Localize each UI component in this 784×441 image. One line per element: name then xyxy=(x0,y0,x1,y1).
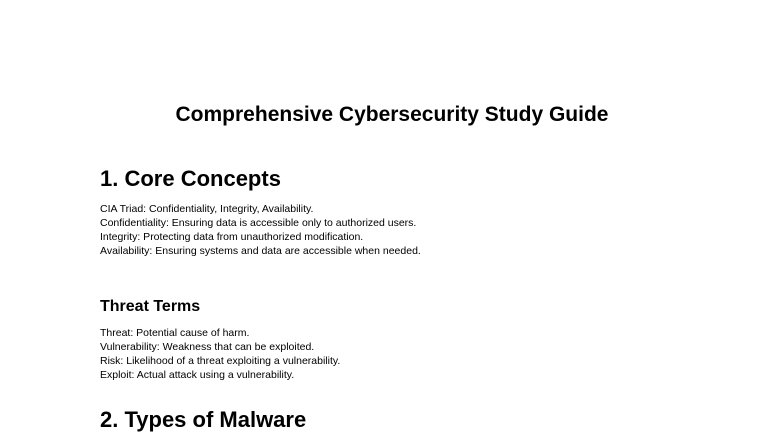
threat-terms-line: Exploit: Actual attack using a vulnerability. xyxy=(100,369,295,381)
threat-terms-line: Risk: Likelihood of a threat exploiting a vulnerability. xyxy=(100,355,341,367)
core-concepts-lines xyxy=(100,202,421,258)
document-title: Comprehensive Cybersecurity Study Guide xyxy=(175,103,609,126)
section-heading-types-of-malware: 2. Types of Malware xyxy=(100,407,307,432)
core-concepts-line: Confidentiality: Ensuring data is accessible only to authorized users. xyxy=(100,217,417,229)
threat-terms-lines xyxy=(100,326,340,382)
core-concepts-line: Availability: Ensuring systems and data are accessible when needed. xyxy=(100,245,421,257)
section-heading-core-concepts: 1. Core Concepts xyxy=(100,166,281,191)
core-concepts-line: Integrity: Protecting data from unauthorized modification. xyxy=(100,231,364,243)
core-concepts-line: CIA Triad: Confidentiality, Integrity, Availability. xyxy=(100,203,314,215)
subsection-heading-threat-terms: Threat Terms xyxy=(100,298,201,315)
threat-terms-line: Threat: Potential cause of harm. xyxy=(100,327,250,339)
threat-terms-line: Vulnerability: Weakness that can be exploited. xyxy=(100,341,315,353)
